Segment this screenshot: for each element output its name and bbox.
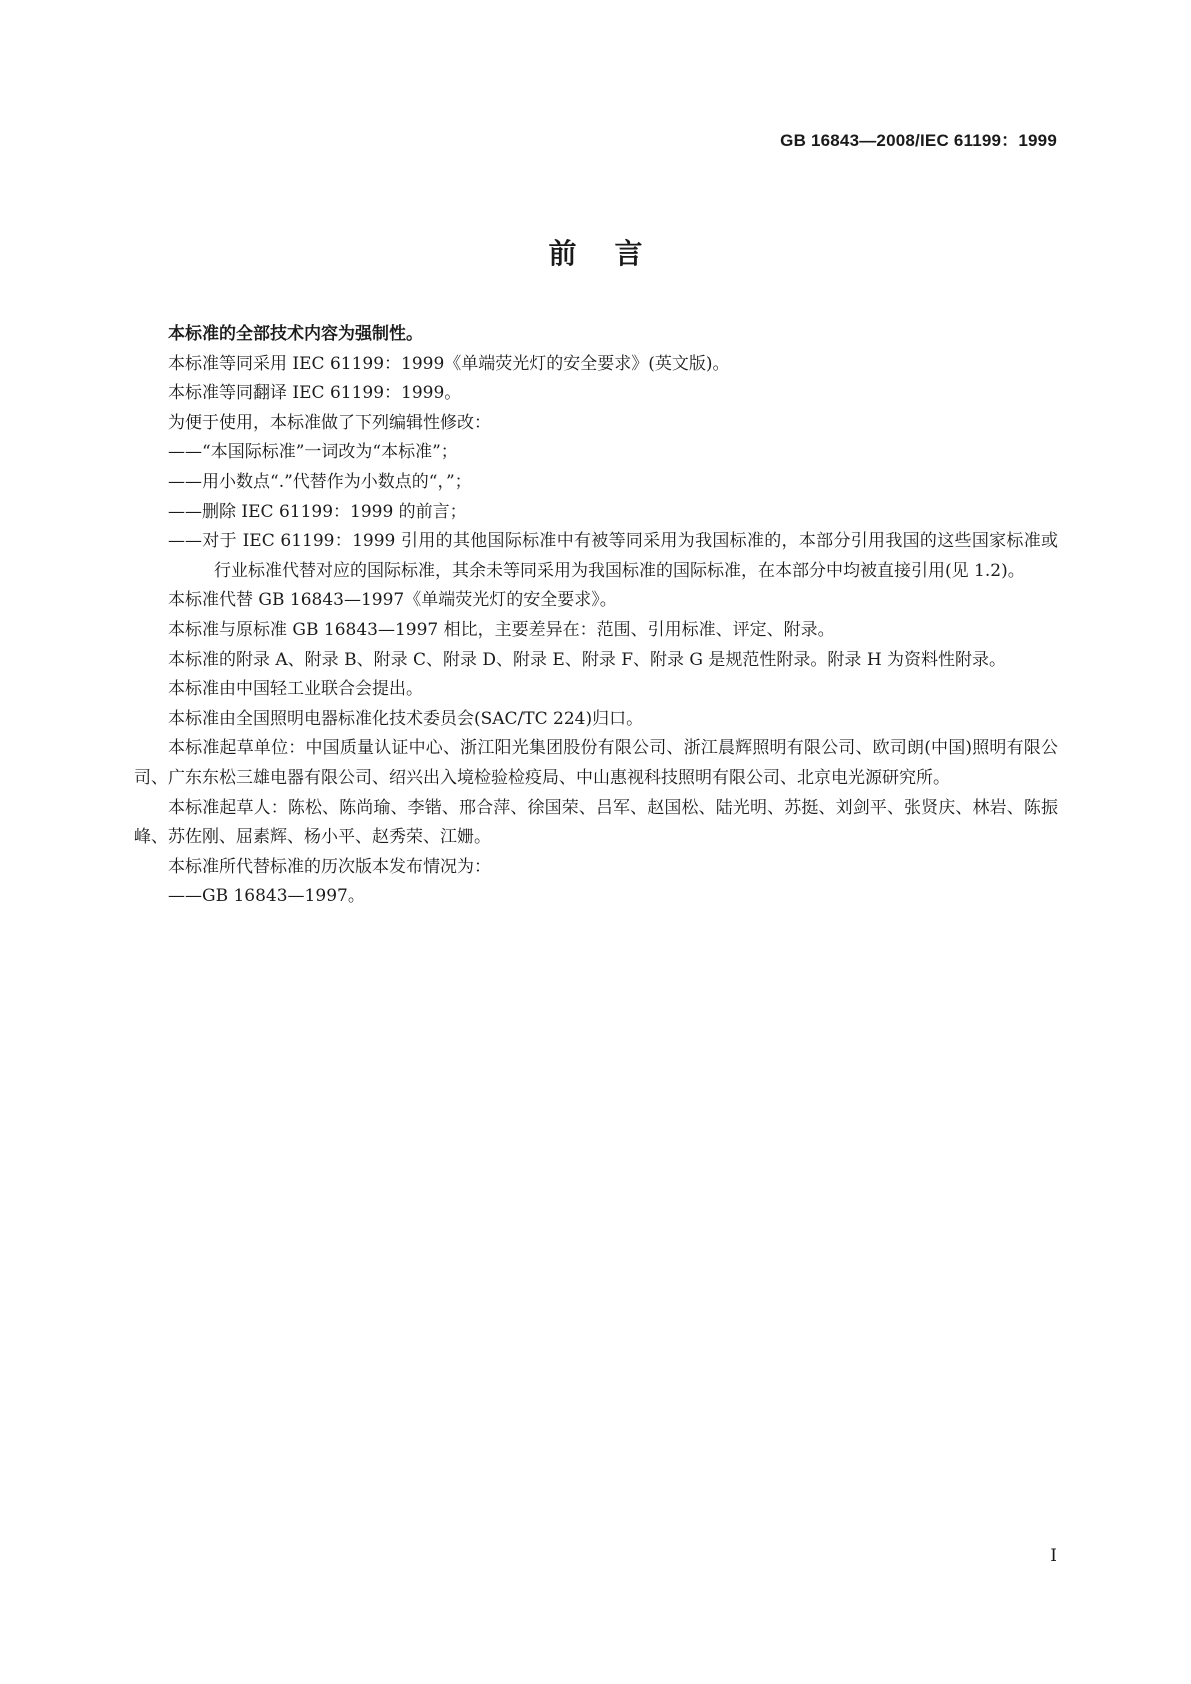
- differences-statement: 本标准与原标准 GB 16843—1997 相比，主要差异在：范围、引用标准、评定、附录。: [168, 619, 835, 640]
- annex-statement: 本标准的附录 A、附录 B、附录 C、附录 D、附录 E、附录 F、附录 G 是规范性附录。附录 H 为资料性附录。: [168, 649, 1007, 670]
- proposer-statement: 本标准由中国轻工业联合会提出。: [168, 679, 423, 700]
- editorial-change-item: ——删除 IEC 61199：1999 的前言；: [168, 501, 467, 522]
- translation-statement: 本标准等同翻译 IEC 61199：1999。: [168, 383, 462, 404]
- page-number: I: [1050, 1546, 1057, 1566]
- editorial-change-item: ——用小数点“.”代替作为小数点的“，”；: [168, 471, 472, 492]
- standard-code: GB 16843—2008/IEC 61199：1999: [780, 131, 1057, 150]
- history-intro: 本标准所代替标准的历次版本发布情况为：: [168, 856, 491, 877]
- mandatory-statement: 本标准的全部技术内容为强制性。: [168, 324, 423, 344]
- foreword-body: [134, 320, 1058, 912]
- page-title: 前言: [548, 237, 681, 270]
- drafters-statement: 本标准起草人：陈松、陈尚瑜、李锴、邢合萍、徐国荣、吕军、赵国松、陆光明、苏挺、刘剑平、张贤庆、林岩、陈振峰、苏佐刚、屈素辉、杨小平、赵秀荣、江姗。: [134, 797, 1058, 848]
- editorial-changes-intro: 为便于使用，本标准做了下列编辑性修改：: [168, 412, 491, 433]
- editorial-change-item: ——对于 IEC 61199：1999 引用的其他国际标准中有被等同采用为我国标准的，本部分引用我国的这些国家标准或行业标准代替对应的国际标准，其余未等同采用为我国标准的国际标准，在本部分中均被直接引用(见 1.2)。: [168, 531, 1058, 581]
- replacement-statement: 本标准代替 GB 16843—1997《单端荧光灯的安全要求》。: [168, 590, 617, 611]
- drafting-units-statement: 本标准起草单位：中国质量认证中心、浙江阳光集团股份有限公司、浙江晨辉照明有限公司、欧司朗(中国)照明有限公司、广东东松三雄电器有限公司、绍兴出入境检验检疫局、中山惠视科技照明有限公司、北京电光源研究所。: [134, 738, 1058, 788]
- committee-statement: 本标准由全国照明电器标准化技术委员会(SAC/TC 224)归口。: [168, 708, 644, 729]
- adoption-statement: 本标准等同采用 IEC 61199：1999《单端荧光灯的安全要求》(英文版)。: [168, 353, 730, 374]
- history-item: ——GB 16843—1997。: [168, 886, 365, 907]
- editorial-change-item: ——“本国际标准”一词改为“本标准”；: [168, 442, 458, 463]
